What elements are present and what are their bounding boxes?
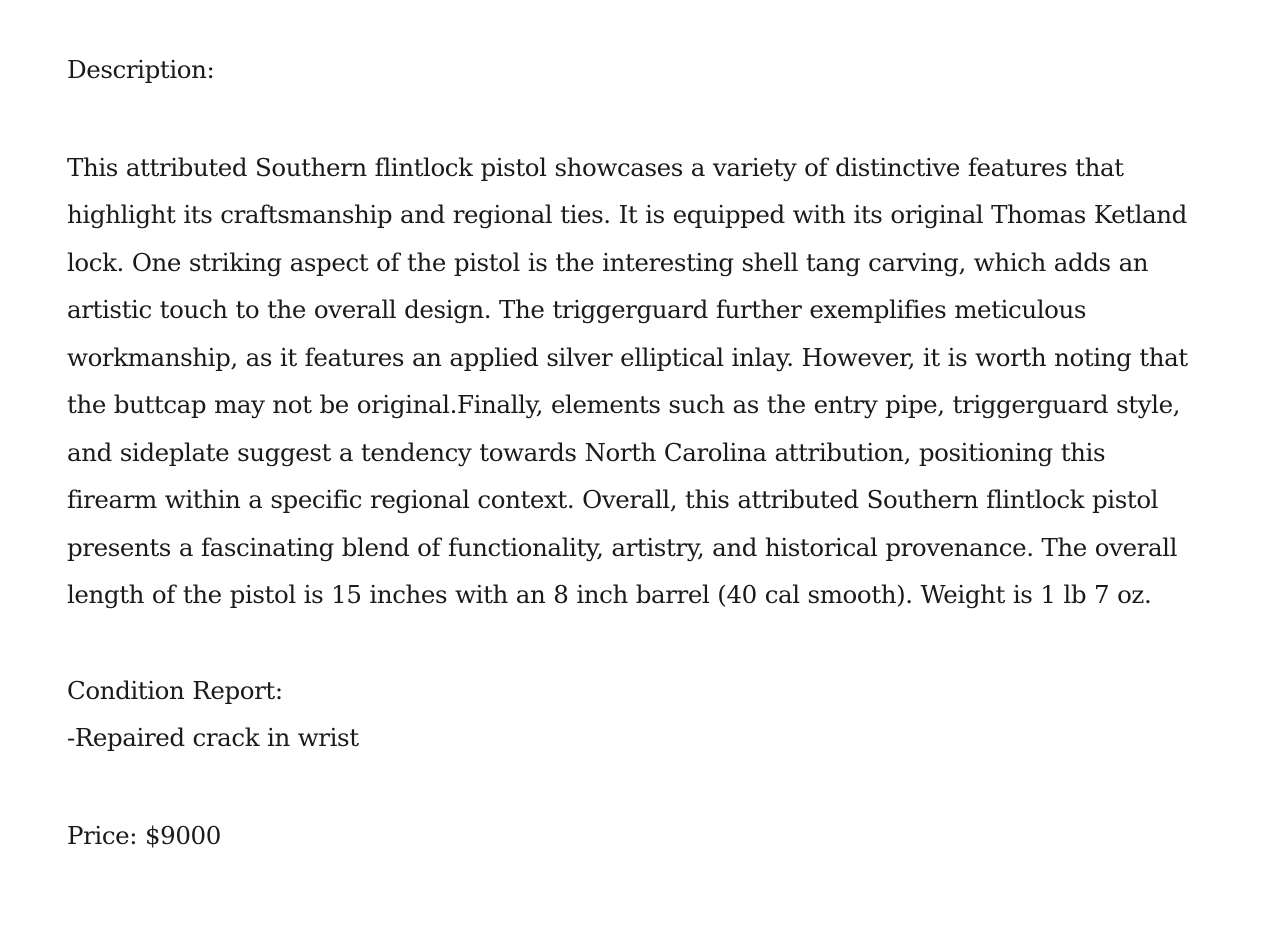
description-line: workmanship, as it features an applied silver elliptical inlay. However, it is worth noting that <box>67 342 1188 372</box>
condition-heading: Condition Report: <box>67 675 283 705</box>
description-line: and sideplate suggest a tendency towards North Carolina attribution, positioning this <box>67 437 1106 467</box>
description-line: firearm within a specific regional context. Overall, this attributed Southern flintlock pistol <box>67 485 1159 514</box>
price-label: Price: $9000 <box>67 820 221 850</box>
description-line: the buttcap may not be original.Finally, elements such as the entry pipe, triggerguard style, <box>67 390 1181 419</box>
spacer <box>67 94 1217 144</box>
description-line: presents a fascinating blend of functionality, artistry, and historical provenance. The overall <box>67 532 1178 562</box>
description-heading: Description: <box>67 55 215 84</box>
description-line: highlight its craftsmanship and regional ties. It is equipped with its original Thomas Ketland <box>67 200 1187 229</box>
listing-content <box>67 46 1217 859</box>
description-body <box>67 144 1217 619</box>
spacer <box>67 619 1217 667</box>
description-line: lock. One striking aspect of the pistol is the interesting shell tang carving, which adds an <box>67 247 1149 277</box>
description-line: artistic touch to the overall design. The triggerguard further exemplifies meticulous <box>67 295 1087 324</box>
description-line: This attributed Southern flintlock pistol showcases a variety of distinctive features that <box>67 152 1124 182</box>
spacer <box>67 762 1217 812</box>
description-line: length of the pistol is 15 inches with an 8 inch barrel (40 cal smooth). Weight is 1 lb 7 oz. <box>67 580 1152 609</box>
condition-item: -Repaired crack in wrist <box>67 723 359 752</box>
